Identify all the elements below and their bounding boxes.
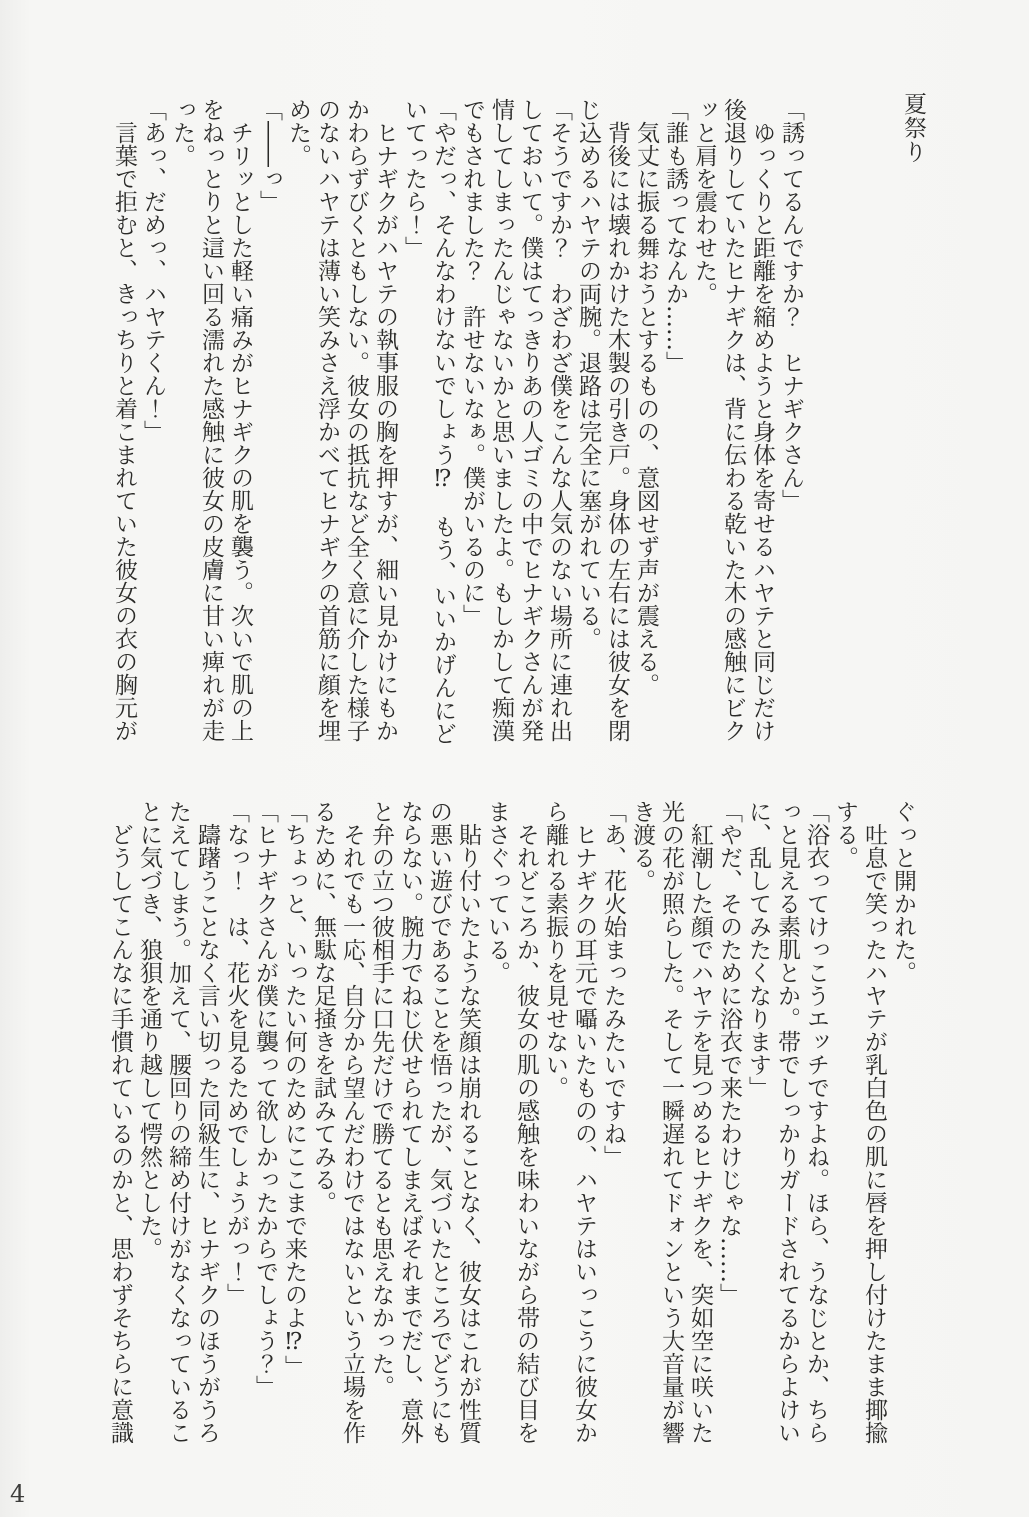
text-line: 情してしまったんじゃないかと思いましたよ。もしかして痴漢 xyxy=(488,98,514,742)
text-line: めた。 xyxy=(285,98,311,167)
text-block-top xyxy=(109,98,805,758)
text-line: じ込めるハヤテの両腕。退路は完全に塞がれている。 xyxy=(575,98,601,650)
story-title: 夏祭り xyxy=(900,92,926,164)
text-block-bottom xyxy=(105,800,917,1470)
text-line: 「なっ！ は、花火を見るためでしょうがっ！」 xyxy=(223,800,249,1306)
text-line: ゆっくりと距離を縮めようと身体を寄せるハヤテと同じだけ xyxy=(749,98,775,742)
text-line: まさぐっている。 xyxy=(484,800,510,984)
text-line: 紅潮した顔でハヤテを見つめるヒナギクを、突如空に咲いた xyxy=(687,800,713,1444)
text-line: かわらずびくともしない。彼女の抵抗など全く意に介した様子 xyxy=(343,98,369,742)
text-line: それどころか、彼女の肌の感触を味わいながら帯の結び目を xyxy=(513,800,539,1444)
text-line: ヒナギクの耳元で囁いたものの、ハヤテはいっこうに彼女か xyxy=(571,800,597,1444)
text-line: ヒナギクがハヤテの執事服の胸を押すが、細い見かけにもか xyxy=(372,98,398,742)
text-line: しておいて。僕はてっきりあの人ゴミの中でヒナギクさんが発 xyxy=(517,98,543,742)
text-line: 背後には壊れかけた木製の引き戸。身体の左右には彼女を閉 xyxy=(604,98,630,742)
text-line: 躊躇うことなく言い切った同級生に、ヒナギクのほうがうろ xyxy=(194,800,220,1444)
text-line: と弁の立つ彼相手に口先だけで勝てるとも思えなかった。 xyxy=(368,800,394,1398)
text-line: 「誘ってるんですか？ ヒナギクさん」 xyxy=(778,98,804,512)
text-line: たえてしまう。加えて、腰回りの締め付けがなくなっているこ xyxy=(165,800,191,1444)
text-line: 「ちょっと、いったい何のためにここまで来たのよ⁉」 xyxy=(281,800,307,1378)
text-line: るために、無駄な足掻きを試みてみる。 xyxy=(310,800,336,1214)
text-line: 「あ、花火始まったみたいですね」 xyxy=(600,800,626,1168)
text-line: 後退りしていたヒナギクは、背に伝わる乾いた木の感触にビク xyxy=(720,98,746,742)
text-line: 「浴衣ってけっこうエッチですよね。ほら、うなじとか、ちら xyxy=(803,800,829,1444)
text-line: ッと肩を震わせた。 xyxy=(691,98,717,305)
text-line: 光の花が照らした。そして一瞬遅れてドォンという大音量が響 xyxy=(658,800,684,1444)
text-line: する。 xyxy=(832,800,858,869)
text-line: 「――っ」 xyxy=(256,98,282,213)
text-line: 貼り付いたような笑顔は崩れることなく、彼女はこれが性質 xyxy=(455,800,481,1444)
text-line: っと見える素肌とか。帯でしっかりガードされてるからよけい xyxy=(774,800,800,1444)
text-line: をねっとりと這い回る濡れた感触に彼女の皮膚に甘い痺れが走 xyxy=(198,98,224,742)
text-line: った。 xyxy=(169,98,195,167)
text-line: き渡る。 xyxy=(629,800,655,892)
text-line: とに気づき、狼狽を通り越して愕然とした。 xyxy=(136,800,162,1260)
text-line: いてったら！」 xyxy=(401,98,427,259)
text-line: でもされました？ 許せないなぁ。僕がいるのに」 xyxy=(459,98,485,627)
text-line: のないハヤテは薄い笑みさえ浮かべてヒナギクの首筋に顔を埋 xyxy=(314,98,340,742)
text-line: 気丈に振る舞おうとするものの、意図せず声が震える。 xyxy=(633,98,659,696)
text-line: 「やだっ、そんなわけないでしょう⁉ もう、いいかげんにど xyxy=(430,98,456,745)
text-line: 「そうですか？ わざわざ僕をこんな人気のない場所に連れ出 xyxy=(546,98,572,742)
text-line: それでも一応、自分から望んだわけではないという立場を作 xyxy=(339,800,365,1444)
text-line: ならない。腕力でねじ伏せられてしまえばそれまでだし、意外 xyxy=(397,800,423,1444)
text-line: 「やだ、そのために浴衣で来たわけじゃな……」 xyxy=(716,800,742,1306)
text-line: に、乱してみたくなります」 xyxy=(745,800,771,1099)
text-line: どうしてこんなに手慣れているのかと、思わずそちらに意識 xyxy=(107,800,133,1444)
text-line: の悪い遊びであることを悟ったが、気づいたところでどうにも xyxy=(426,800,452,1444)
text-line: チリッとした軽い痛みがヒナギクの肌を襲う。次いで肌の上 xyxy=(227,98,253,742)
text-line: 「ヒナギクさんが僕に襲って欲しかったからでしょう？」 xyxy=(252,800,278,1398)
text-line: ぐっと開かれた。 xyxy=(890,800,916,984)
text-line: 「あっ、だめっ、ハヤテくん！」 xyxy=(140,98,166,443)
text-line: 言葉で拒むと、きっちりと着こまれていた彼女の衣の胸元が xyxy=(111,98,137,742)
page-number: 4 xyxy=(10,1480,26,1508)
text-line: ら離れる素振りを見せない。 xyxy=(542,800,568,1099)
text-line: 吐息で笑ったハヤテが乳白色の肌に唇を押し付けたまま揶揄 xyxy=(861,800,887,1444)
text-line: 「誰も誘ってなんか……」 xyxy=(662,98,688,374)
